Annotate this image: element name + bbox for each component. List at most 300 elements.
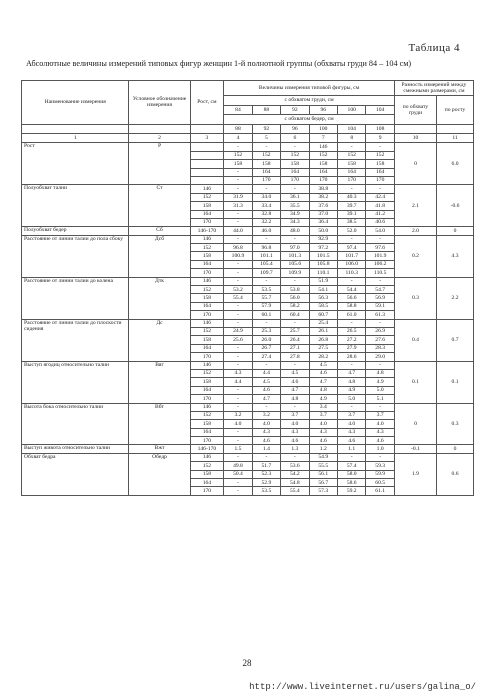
value-cell: 26.5	[338, 327, 366, 335]
diff-chest-cell: -0.1	[394, 445, 436, 453]
value-cell: 105.6	[281, 260, 309, 268]
value-cell: 54.1	[309, 286, 337, 294]
header-values-title: Величины измерения типовой фигуры, см	[224, 81, 395, 96]
value-cell: 97.4	[338, 244, 366, 252]
value-cell: -	[252, 235, 280, 243]
value-cell: -	[281, 319, 309, 327]
value-cell: 57.4	[338, 462, 366, 470]
value-cell: -	[252, 319, 280, 327]
value-cell: 3.7	[281, 411, 309, 419]
height-cell: 146	[190, 453, 224, 461]
value-cell: 164	[338, 168, 366, 176]
value-cell: 1.1	[338, 445, 366, 453]
value-cell: 60.5	[366, 479, 394, 487]
diff-height-cell: 2.2	[437, 277, 474, 319]
height-cell: 158	[190, 378, 224, 386]
measurement-symbol: Обедр	[129, 453, 190, 495]
height-cell: 164	[190, 386, 224, 394]
height-cell	[190, 160, 224, 168]
value-cell: -	[224, 277, 252, 285]
value-cell: 41.8	[366, 202, 394, 210]
value-cell: -	[366, 361, 394, 369]
value-cell: 27.2	[338, 336, 366, 344]
value-cell: -	[224, 319, 252, 327]
measurement-symbol: Вяг	[129, 361, 190, 403]
value-cell: 61.3	[366, 311, 394, 319]
value-cell: -	[281, 185, 309, 193]
header-hip-label: с обхватом бедер, см	[224, 115, 395, 124]
diff-height-cell: 6.0	[437, 143, 474, 185]
value-cell: 4.6	[338, 437, 366, 445]
value-cell: 152	[252, 151, 280, 159]
value-cell: 27.8	[281, 353, 309, 361]
value-cell: 58.5	[309, 302, 337, 310]
value-cell: -	[224, 361, 252, 369]
value-cell: 44.0	[224, 227, 252, 235]
height-cell: 164	[190, 302, 224, 310]
diff-chest-cell: 2.0	[394, 227, 436, 235]
value-cell: -	[281, 235, 309, 243]
measurement-symbol: Сб	[129, 227, 190, 235]
diff-height-cell: 0.3	[437, 403, 474, 445]
table-row	[22, 453, 474, 461]
value-cell: 28.3	[366, 344, 394, 352]
height-cell: 170	[190, 353, 224, 361]
value-cell: 28.6	[338, 353, 366, 361]
measurement-symbol: Вжт	[129, 445, 190, 453]
value-cell: 4.9	[309, 395, 337, 403]
hip-value-header: 104	[338, 124, 366, 133]
measurement-name: Полуобхват бедер	[22, 227, 129, 235]
value-cell: 4.3	[338, 428, 366, 436]
value-cell: -	[224, 395, 252, 403]
value-cell: 170	[366, 176, 394, 184]
value-cell: -	[281, 453, 309, 461]
column-number: 5	[252, 133, 280, 142]
value-cell: -	[224, 344, 252, 352]
table-row	[22, 227, 474, 235]
value-cell: 170	[309, 176, 337, 184]
value-cell: 37.6	[309, 202, 337, 210]
height-cell: 158	[190, 252, 224, 260]
value-cell: -	[224, 453, 252, 461]
value-cell: 35.5	[281, 202, 309, 210]
chest-value-header: 100	[338, 105, 366, 114]
height-cell: 164	[190, 428, 224, 436]
value-cell: 101.3	[281, 252, 309, 260]
value-cell: -	[252, 361, 280, 369]
value-cell: 40.6	[366, 218, 394, 226]
value-cell: 51.7	[252, 462, 280, 470]
value-cell: 1.3	[281, 445, 309, 453]
value-cell: 54.0	[366, 227, 394, 235]
value-cell: 57.3	[309, 487, 337, 495]
value-cell: 152	[309, 151, 337, 159]
diff-height-cell: 0.7	[437, 319, 474, 361]
value-cell: 38.8	[309, 185, 337, 193]
value-cell: 32.2	[252, 218, 280, 226]
value-cell: -	[224, 185, 252, 193]
value-cell: 4.0	[338, 420, 366, 428]
height-cell: 152	[190, 193, 224, 201]
value-cell: 4.7	[252, 395, 280, 403]
diff-chest-cell: 2.1	[394, 185, 436, 227]
value-cell: 4.7	[338, 369, 366, 377]
value-cell: 55.4	[224, 294, 252, 302]
value-cell: 36.4	[309, 218, 337, 226]
value-cell: 54.7	[366, 286, 394, 294]
value-cell: -	[224, 269, 252, 277]
value-cell: 31.3	[224, 202, 252, 210]
table-caption: Абсолютные величины измерений типовых фигур женщин 1-й полнотной группы (обхваты груди 84 – 104 см)	[26, 59, 412, 68]
height-cell	[190, 143, 224, 151]
value-cell: 59.1	[366, 302, 394, 310]
table-number: Таблица 4	[408, 42, 460, 54]
height-cell: 146	[190, 361, 224, 369]
measurement-name: Высота бока относительно талии	[22, 403, 129, 445]
height-cell: 146	[190, 319, 224, 327]
value-cell: 4.7	[281, 386, 309, 394]
height-cell: 158	[190, 202, 224, 210]
height-cell	[190, 151, 224, 159]
value-cell: -	[224, 311, 252, 319]
value-cell: 4.7	[309, 378, 337, 386]
height-cell: 158	[190, 470, 224, 478]
value-cell: 152	[224, 151, 252, 159]
chest-value-header: 88	[252, 105, 280, 114]
value-cell: 24.9	[224, 327, 252, 335]
value-cell: 4.6	[252, 437, 280, 445]
value-cell: 4.3	[366, 428, 394, 436]
value-cell: 105.8	[309, 260, 337, 268]
height-cell: 152	[190, 369, 224, 377]
table-row	[22, 235, 474, 243]
value-cell: 3.2	[252, 411, 280, 419]
value-cell: 3.2	[224, 411, 252, 419]
value-cell: 4.0	[366, 420, 394, 428]
value-cell: 106.0	[338, 260, 366, 268]
height-cell: 164	[190, 260, 224, 268]
value-cell: -	[224, 487, 252, 495]
value-cell: -	[338, 235, 366, 243]
value-cell: 26.9	[366, 327, 394, 335]
value-cell: -	[224, 353, 252, 361]
measurement-symbol: Дс	[129, 319, 190, 361]
height-cell: 170	[190, 395, 224, 403]
diff-height-cell: 0.6	[437, 453, 474, 495]
value-cell: 4.6	[309, 437, 337, 445]
value-cell: 4.6	[281, 378, 309, 386]
value-cell: 96.8	[252, 244, 280, 252]
height-cell: 152	[190, 327, 224, 335]
value-cell: 100.9	[224, 252, 252, 260]
value-cell: 34.9	[281, 210, 309, 218]
diff-chest-cell: 0.2	[394, 235, 436, 277]
value-cell: 1.4	[252, 445, 280, 453]
value-cell: -	[281, 277, 309, 285]
value-cell: 38.2	[309, 193, 337, 201]
value-cell: 1.0	[366, 445, 394, 453]
column-number: 1	[22, 133, 129, 142]
value-cell: 170	[281, 176, 309, 184]
chest-value-header: 84	[224, 105, 252, 114]
value-cell: 4.0	[224, 420, 252, 428]
value-cell: 4.3	[252, 428, 280, 436]
value-cell: 59.3	[366, 462, 394, 470]
value-cell: 5.0	[338, 395, 366, 403]
value-cell: 51.9	[309, 277, 337, 285]
value-cell: 158	[252, 160, 280, 168]
value-cell: 4.6	[252, 386, 280, 394]
diff-height-cell: -0.6	[437, 185, 474, 227]
height-cell: 146	[190, 403, 224, 411]
value-cell: 4.3	[281, 428, 309, 436]
value-cell: 152	[366, 151, 394, 159]
value-cell: -	[224, 210, 252, 218]
value-cell: 28.2	[309, 353, 337, 361]
value-cell: 60.4	[281, 311, 309, 319]
value-cell: 56.7	[309, 479, 337, 487]
value-cell: 110.1	[309, 269, 337, 277]
column-number: 3	[190, 133, 224, 142]
value-cell: 158	[338, 160, 366, 168]
value-cell: -	[252, 185, 280, 193]
footer-url: http://www.liveinternet.ru/users/galina_o/	[249, 682, 476, 692]
measurement-symbol: Вбт	[129, 403, 190, 445]
hip-value-header: 100	[309, 124, 337, 133]
value-cell: 4.0	[252, 420, 280, 428]
height-cell: 146	[190, 185, 224, 193]
value-cell: 101.5	[309, 252, 337, 260]
value-cell: -	[338, 143, 366, 151]
value-cell: 54.4	[338, 286, 366, 294]
value-cell: 3.7	[366, 411, 394, 419]
column-number: 2	[129, 133, 190, 142]
value-cell: 4.3	[309, 428, 337, 436]
height-cell: 152	[190, 411, 224, 419]
height-cell: 152	[190, 244, 224, 252]
value-cell: 56.9	[366, 294, 394, 302]
value-cell: 34.0	[252, 193, 280, 201]
value-cell: 52.9	[252, 479, 280, 487]
value-cell: 109.7	[252, 269, 280, 277]
measurement-symbol: Р	[129, 143, 190, 185]
value-cell: 59.9	[366, 470, 394, 478]
value-cell: 4.4	[224, 378, 252, 386]
value-cell: 53.6	[281, 462, 309, 470]
height-cell: 170	[190, 269, 224, 277]
column-number: 4	[224, 133, 252, 142]
value-cell: 58.0	[338, 470, 366, 478]
value-cell: 158	[224, 160, 252, 168]
height-cell: 164	[190, 210, 224, 218]
value-cell: 48.0	[281, 227, 309, 235]
diff-chest-cell: 0.1	[394, 361, 436, 403]
value-cell: -	[281, 403, 309, 411]
value-cell: -	[224, 302, 252, 310]
value-cell: 55.7	[252, 294, 280, 302]
value-cell: 4.0	[309, 420, 337, 428]
value-cell: 4.9	[338, 386, 366, 394]
value-cell: 39.1	[338, 210, 366, 218]
value-cell: 4.6	[309, 369, 337, 377]
value-cell: 146	[309, 143, 337, 151]
value-cell: 25.4	[309, 319, 337, 327]
value-cell: 101.7	[338, 252, 366, 260]
value-cell: -	[281, 143, 309, 151]
value-cell: 158	[366, 160, 394, 168]
column-number: 8	[338, 133, 366, 142]
value-cell: 57.9	[252, 302, 280, 310]
measurements-table	[21, 80, 474, 496]
value-cell: 50.0	[309, 227, 337, 235]
value-cell: 46.0	[252, 227, 280, 235]
hip-value-header: 108	[366, 124, 394, 133]
value-cell: 27.6	[366, 336, 394, 344]
value-cell: 101.1	[252, 252, 280, 260]
value-cell: 56.0	[281, 294, 309, 302]
measurement-name: Полуобхват талии	[22, 185, 129, 227]
value-cell: 4.0	[281, 420, 309, 428]
table-row	[22, 143, 474, 151]
value-cell: 61.0	[338, 311, 366, 319]
column-number: 11	[437, 133, 474, 142]
value-cell: 29.0	[366, 353, 394, 361]
value-cell: 4.8	[309, 386, 337, 394]
value-cell: 53.5	[252, 286, 280, 294]
diff-chest-cell: 0.3	[394, 277, 436, 319]
value-cell: 4.3	[224, 369, 252, 377]
diff-chest-cell: 0.4	[394, 319, 436, 361]
value-cell: 58.8	[338, 302, 366, 310]
measurement-name: Расстояние от линии талии до пола сбоку	[22, 235, 129, 277]
measurement-name: Выступ ягодиц относительно талии	[22, 361, 129, 403]
measurement-name: Обхват бедра	[22, 453, 129, 495]
value-cell: 55.4	[281, 487, 309, 495]
value-cell: -	[224, 479, 252, 487]
value-cell: 31.9	[224, 193, 252, 201]
value-cell: 27.1	[281, 344, 309, 352]
height-cell: 146-170	[190, 227, 224, 235]
table-row	[22, 277, 474, 285]
diff-height-cell: 4.3	[437, 235, 474, 277]
value-cell: 158	[309, 160, 337, 168]
value-cell: 60.7	[309, 311, 337, 319]
height-cell: 170	[190, 311, 224, 319]
value-cell: -	[224, 235, 252, 243]
value-cell: 5.1	[366, 395, 394, 403]
value-cell: 152	[338, 151, 366, 159]
value-cell: 4.5	[281, 369, 309, 377]
value-cell: 52.3	[252, 470, 280, 478]
header-diff-chest: по обхвату груди	[394, 96, 436, 124]
value-cell: 33.4	[252, 202, 280, 210]
value-cell: -	[252, 143, 280, 151]
chest-value-header: 104	[366, 105, 394, 114]
value-cell: 56.6	[338, 294, 366, 302]
value-cell: 152	[281, 151, 309, 159]
value-cell: 26.7	[252, 344, 280, 352]
value-cell: 52.0	[338, 227, 366, 235]
value-cell: -	[366, 453, 394, 461]
column-number: 7	[309, 133, 337, 142]
value-cell: 92.9	[309, 235, 337, 243]
value-cell: 39.7	[338, 202, 366, 210]
measurement-symbol: Дсб	[129, 235, 190, 277]
value-cell: 59.2	[338, 487, 366, 495]
height-cell: 164	[190, 344, 224, 352]
chest-value-header: 92	[281, 105, 309, 114]
diff-height-cell: 0.1	[437, 361, 474, 403]
value-cell: 50.4	[224, 470, 252, 478]
height-cell: 152	[190, 462, 224, 470]
header-diff-height: по росту	[437, 96, 474, 124]
measurement-name: Расстояние от линии талии до плоскости сидения	[22, 319, 129, 361]
value-cell: 54.2	[281, 470, 309, 478]
height-cell	[190, 168, 224, 176]
diff-chest-cell: 0	[394, 143, 436, 185]
value-cell: 164	[252, 168, 280, 176]
value-cell: 3.7	[338, 411, 366, 419]
value-cell: 25.3	[252, 327, 280, 335]
table-row	[22, 403, 474, 411]
table-row	[22, 445, 474, 453]
diff-height-cell: 0	[437, 445, 474, 453]
value-cell: -	[366, 143, 394, 151]
value-cell: 97.6	[366, 244, 394, 252]
value-cell: 164	[366, 168, 394, 176]
table-row	[22, 319, 474, 327]
value-cell: -	[224, 218, 252, 226]
height-cell: 158	[190, 336, 224, 344]
height-cell: 158	[190, 420, 224, 428]
value-cell: 55.5	[309, 462, 337, 470]
height-cell	[190, 176, 224, 184]
value-cell: 53.5	[252, 487, 280, 495]
value-cell: -	[224, 428, 252, 436]
value-cell: -	[366, 277, 394, 285]
value-cell: -	[252, 277, 280, 285]
value-cell: 58.6	[338, 479, 366, 487]
value-cell: -	[224, 176, 252, 184]
value-cell: -	[366, 403, 394, 411]
value-cell: 26.8	[309, 336, 337, 344]
value-cell: 26.4	[281, 336, 309, 344]
value-cell: -	[224, 437, 252, 445]
height-cell: 170	[190, 437, 224, 445]
value-cell: 164	[309, 168, 337, 176]
value-cell: 4.4	[252, 369, 280, 377]
value-cell: 25.7	[281, 327, 309, 335]
page-number: 28	[242, 658, 252, 668]
height-cell: 146	[190, 235, 224, 243]
hip-value-header: 88	[224, 124, 252, 133]
value-cell: 60.1	[252, 311, 280, 319]
value-cell: 105.4	[252, 260, 280, 268]
value-cell: 56.3	[309, 294, 337, 302]
measurement-name: Рост	[22, 143, 129, 185]
value-cell: -	[338, 277, 366, 285]
value-cell: -	[338, 185, 366, 193]
measurement-name: Расстояние от линии талии до колена	[22, 277, 129, 319]
value-cell: 53.2	[224, 286, 252, 294]
table-row	[22, 361, 474, 369]
value-cell: 170	[252, 176, 280, 184]
value-cell: 110.5	[366, 269, 394, 277]
value-cell: 54.8	[281, 479, 309, 487]
height-cell: 158	[190, 294, 224, 302]
diff-height-cell: 0	[437, 227, 474, 235]
